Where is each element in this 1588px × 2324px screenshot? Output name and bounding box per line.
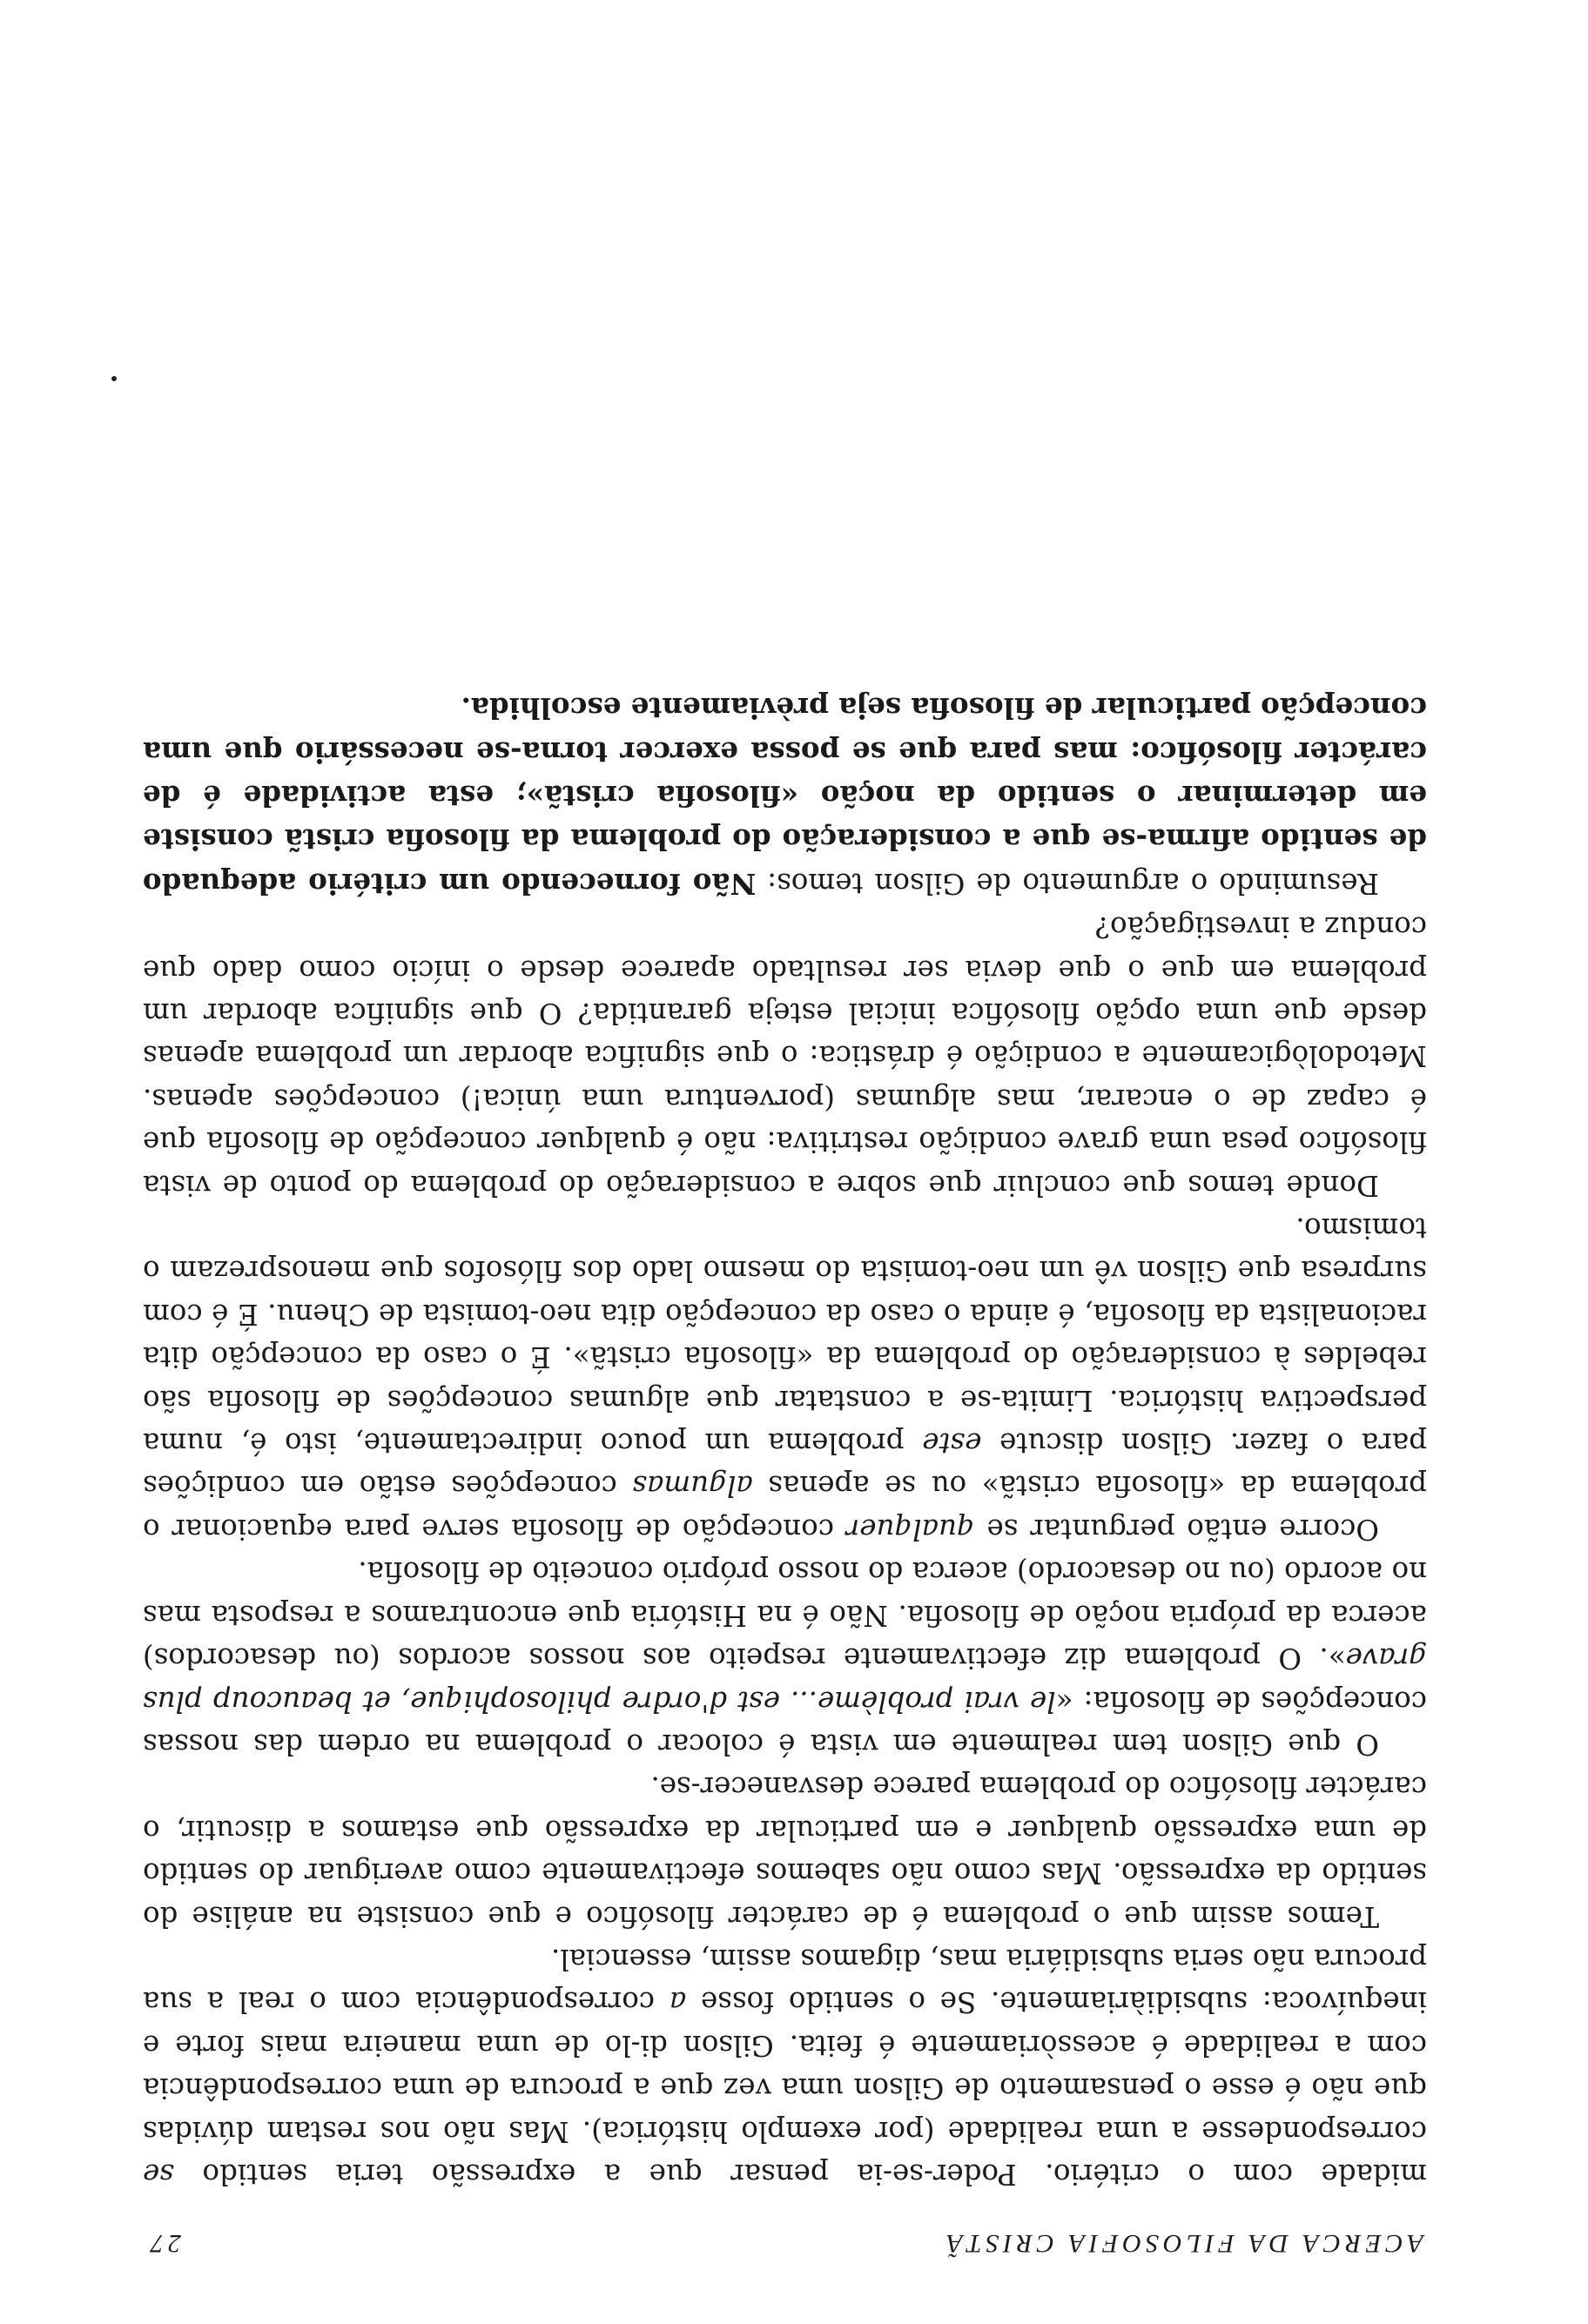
italic-text: se (143, 2158, 174, 2191)
running-title: ACERCA DA FILOSOFIA CRISTÃ (942, 2229, 1423, 2258)
italic-text: algumas (632, 1469, 753, 1503)
paragraph-p6 (143, 686, 1427, 905)
text-run: problema um pouco indirectamente, isto é, numa perspectiva histórica. Limita-se a constatar que algumas concepções de filosofia são rebeldes à consideração do problema da «filosofia cristã». É o caso da concepção dita racionalista da filosofia, é ainda o caso da concepção dita neo-tomista de Chenu. É é com surpresa que Gilson vê um neo-tomista do mesmo lado dos filósofos que menosprezam o tomismo. (142, 1212, 1427, 1461)
text-run: O que Gilson tem realmente em vista é colocar o problema na ordem das nossas concepções de filosofia: « (143, 1684, 1427, 1761)
paragraph-p4 (143, 1206, 1427, 1550)
text-run: Ocorre então perguntar se (974, 1512, 1379, 1546)
text-run: ». O problema diz efectivamente respeito aos nossos acordos (ou desacordos) acerca da própria noção de filosofia. Não é na História que encontramos a resposta mas no acordo (ou no desacordo) acerca do nosso próprio conceito de filosofia. (143, 1555, 1427, 1676)
body-text (143, 686, 1427, 2195)
text-run: midade com o critério. Poder-se-ia pensar que a expressão teria sentido (173, 2158, 1427, 2191)
italic-text: le vrai problème... est d'ordre philosophique, et beaucoup plus grave (143, 1642, 1427, 1718)
margin-dot (111, 376, 117, 381)
paragraph-p3 (143, 1550, 1427, 1765)
text-run: Temos assim que o problema é de carácter filosófico e que consiste na análise do sentido da expressão. Mas como não sabemos efectivamente como averiguar do sentido de uma expressão qualquer e em particular da expressão que estamos a discutir, o carácter filosófico do problema parece desvanecer-se. (143, 1770, 1427, 1933)
italic-text: este (922, 1427, 982, 1461)
paragraph-p5 (143, 905, 1427, 1206)
running-head (143, 2228, 1427, 2258)
text-run: correspondesse a uma realidade (por exemplo histórica). Mas não nos restam dúvidas que não é esse o pensamento de Gilson uma vez que a procura de uma correspondência com a realidade é acessòriamente é feita. Gilson di-lo de uma maneira mais forte e inequívoca: subsidiàriamente. Se o sentido fosse (143, 1985, 1427, 2148)
paragraph-p2 (143, 1765, 1427, 1938)
text-run: correspondência com o real a sua procura não seria subsidiária mas, digamos assim, essencial. (143, 1942, 1427, 2019)
text-run: Donde temos que concluir que sobre a consideração do problema do ponto de vista filosófico pesa uma grave condição restritiva: não é qualquer concepção de filosofia que é capaz de o encarar, mas algumas (porventura uma única!) concepções apenas. Metodològicamente a condição é drástica: o que significa abordar um problema apenas desde que uma opção filosófica inicial esteja garantida? O que significa abordar um problema em que o que devia ser resultado aparece desde o início como dado que conduz a investigação? (143, 910, 1427, 1202)
page-content (143, 686, 1427, 2258)
text-run: concepções estão em condições para o fazer. Gilson discute (143, 1427, 1427, 1503)
bold-text: Não fornecendo um critério adequado de sentido afirma-se que a consideração do problema da filosofia cristã consiste em determinar o sentido da noção «filosofia cristã»; esta actividade é de carácter filosófico: mas para que se possa exercer torna-se necessário que uma concepção particular de filosofia seja prèviamente escolhida. (143, 691, 1427, 901)
text-run: concepção de filosofia serve para equacionar o problema da «filosofia cristã» ou se apenas (143, 1469, 1427, 1546)
text-run: Resumindo o argumento de Gilson temos: (756, 866, 1379, 900)
italic-text: a (669, 1985, 687, 2019)
page-number: 27 (146, 2229, 181, 2258)
italic-text: qualquer (845, 1512, 975, 1546)
paragraph-p1 (143, 1938, 1427, 2195)
